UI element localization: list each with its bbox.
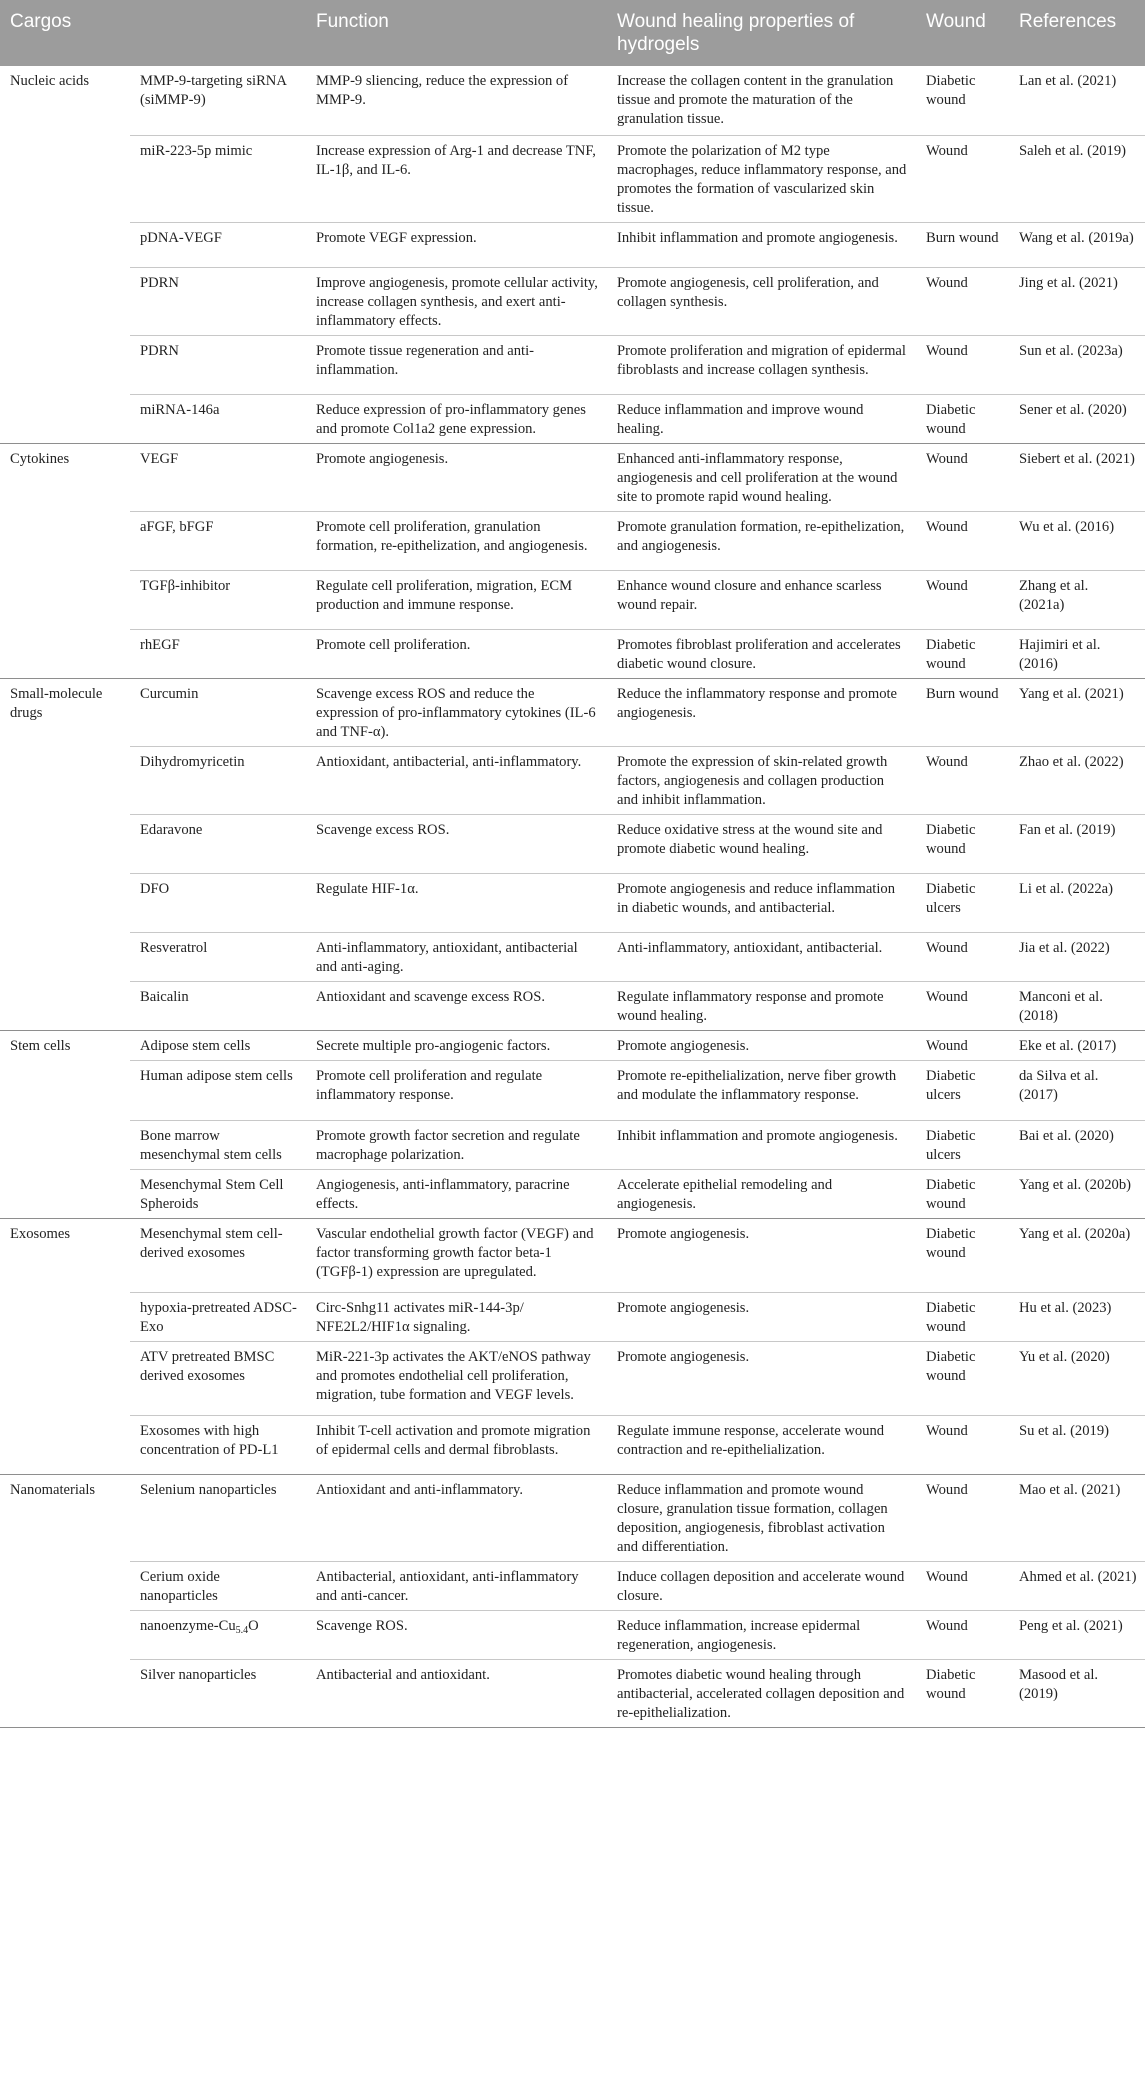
function-cell: Antibacterial, antioxidant, anti-inflammatory and anti-cancer. [306,1561,607,1610]
cargo-cell: Cerium oxide nanoparticles [130,1561,306,1610]
reference-cell: Peng et al. (2021) [1009,1610,1145,1659]
table-row [0,570,1145,629]
category-cell-empty [0,1292,130,1341]
function-cell: Antibacterial and antioxidant. [306,1659,607,1727]
cargo-cell: Human adipose stem cells [130,1060,306,1120]
table-row [0,932,1145,981]
reference-cell: Manconi et al. (2018) [1009,981,1145,1030]
properties-cell: Promote proliferation and migration of epidermal fibroblasts and increase collagen synthesis. [607,335,916,394]
function-cell: Increase expression of Arg-1 and decrease TNF, IL-1β, and IL-6. [306,135,607,222]
cargo-cell: Bone marrow mesenchymal stem cells [130,1120,306,1169]
cargo-cell: Mesenchymal stem cell-derived exosomes [130,1218,306,1292]
reference-cell: Yu et al. (2020) [1009,1341,1145,1415]
wound-cell: Wound [916,443,1009,511]
category-cell: Stem cells [0,1030,130,1060]
properties-cell: Anti-inflammatory, antioxidant, antibacterial. [607,932,916,981]
reference-cell: da Silva et al. (2017) [1009,1060,1145,1120]
table-row [0,746,1145,814]
table-row [0,629,1145,678]
cargo-cell: VEGF [130,443,306,511]
properties-cell: Promote the polarization of M2 type macrophages, reduce inflammatory response, and promotes the formation of vascularized skin tissue. [607,135,916,222]
reference-cell: Bai et al. (2020) [1009,1120,1145,1169]
category-cell-empty [0,873,130,932]
cargo-cell: Selenium nanoparticles [130,1474,306,1561]
header-function: Function [306,0,607,66]
reference-cell: Yang et al. (2020a) [1009,1218,1145,1292]
function-cell: Inhibit T-cell activation and promote migration of epidermal cells and dermal fibroblasts. [306,1415,607,1474]
table-body [0,66,1145,1727]
reference-cell: Hu et al. (2023) [1009,1292,1145,1341]
category-cell: Exosomes [0,1218,130,1292]
category-cell-empty [0,267,130,335]
category-cell-empty [0,394,130,443]
cargo-cell: miR-223-5p mimic [130,135,306,222]
reference-cell: Lan et al. (2021) [1019,73,1117,89]
function-cell: Reduce expression of pro-inflammatory genes and promote Col1a2 gene expression. [306,394,607,443]
properties-cell: Promote granulation formation, re-epithelization, and angiogenesis. [607,511,916,570]
reference-cell: Wang et al. (2019a) [1009,222,1145,267]
category-cell-empty [0,135,130,222]
table-row [0,1030,1145,1060]
cargo-cell: MMP-9-targeting siRNA (siMMP-9) [140,73,287,108]
category-cell-empty [0,1341,130,1415]
function-cell: Antioxidant and scavenge excess ROS. [306,981,607,1030]
table-row [0,443,1145,511]
function-cell: Promote angiogenesis. [306,443,607,511]
cargo-cell: PDRN [130,335,306,394]
wound-cell: Wound [916,1474,1009,1561]
table-row [0,1120,1145,1169]
properties-cell: Regulate immune response, accelerate wound contraction and re-epithelialization. [607,1415,916,1474]
properties-cell: Accelerate epithelial remodeling and angiogenesis. [607,1169,916,1218]
header-row [0,0,1145,66]
reference-cell: Yang et al. (2021) [1009,678,1145,746]
header-cargos: Cargos [0,0,130,66]
reference-cell: Fan et al. (2019) [1009,814,1145,873]
category-cell-empty [0,981,130,1030]
properties-cell: Promote the expression of skin-related growth factors, angiogenesis and collagen production and inhibit inflammation. [607,746,916,814]
properties-cell: Promote angiogenesis. [607,1341,916,1415]
reference-cell: Saleh et al. (2019) [1009,135,1145,222]
function-cell: Antioxidant, antibacterial, anti-inflammatory. [306,746,607,814]
cargo-cell [130,1610,306,1659]
properties-cell: Enhance wound closure and enhance scarless wound repair. [607,570,916,629]
reference-cell: Jing et al. (2021) [1009,267,1145,335]
wound-cell: Diabetic ulcers [916,1120,1009,1169]
header-cargo-name [130,0,306,66]
reference-cell: Wu et al. (2016) [1009,511,1145,570]
properties-cell: Reduce inflammation and improve wound healing. [607,394,916,443]
wound-cell: Diabetic wound [916,1341,1009,1415]
wound-cell: Diabetic ulcers [916,873,1009,932]
properties-cell: Reduce the inflammatory response and promote angiogenesis. [607,678,916,746]
cargo-cell: Baicalin [130,981,306,1030]
cargo-cell: pDNA-VEGF [130,222,306,267]
function-cell: Regulate cell proliferation, migration, ECM production and immune response. [306,570,607,629]
table-row [0,1169,1145,1218]
table-row [0,394,1145,443]
table-row [0,981,1145,1030]
reference-cell: Jia et al. (2022) [1009,932,1145,981]
reference-cell: Eke et al. (2017) [1009,1030,1145,1060]
function-cell: Scavenge excess ROS and reduce the expression of pro-inflammatory cytokines (IL-6 and TNF-α). [306,678,607,746]
wound-cell: Wound [916,1610,1009,1659]
function-cell: Promote tissue regeneration and anti-inflammation. [306,335,607,394]
cargo-cell: Edaravone [130,814,306,873]
wound-cell: Wound [916,1561,1009,1610]
table-row [0,1610,1145,1659]
header-references: References [1009,0,1145,66]
table-row [0,1292,1145,1341]
reference-cell: Ahmed et al. (2021) [1009,1561,1145,1610]
wound-cell: Wound [916,267,1009,335]
wound-cell: Diabetic wound [916,394,1009,443]
properties-cell: Enhanced anti-inflammatory response, angiogenesis and cell proliferation at the wound site to promote rapid wound healing. [607,443,916,511]
category-cell: Cytokines [0,443,130,511]
table-row [0,222,1145,267]
wound-cell: Wound [916,335,1009,394]
wound-cell: Burn wound [916,678,1009,746]
table-row [0,135,1145,222]
header-properties: Wound healing properties of hydrogels [607,0,916,66]
wound-cell: Diabetic wound [926,73,976,108]
properties-cell: Increase the collagen content in the granulation tissue and promote the maturation of the granulation tissue. [617,73,894,127]
function-cell: Promote cell proliferation and regulate inflammatory response. [306,1060,607,1120]
wound-cell: Diabetic wound [916,1659,1009,1727]
function-cell: Scavenge excess ROS. [306,814,607,873]
wound-cell: Wound [916,511,1009,570]
category-cell-empty [0,1415,130,1474]
category-cell-empty [0,1561,130,1610]
reference-cell: Sun et al. (2023a) [1009,335,1145,394]
properties-cell: Reduce inflammation, increase epidermal regeneration, angiogenesis. [607,1610,916,1659]
properties-cell: Promotes diabetic wound healing through antibacterial, accelerated collagen deposition and re-epithelialization. [607,1659,916,1727]
reference-cell: Masood et al. (2019) [1009,1659,1145,1727]
reference-cell: Su et al. (2019) [1009,1415,1145,1474]
table-row [0,267,1145,335]
wound-cell: Wound [916,570,1009,629]
table-row [0,814,1145,873]
reference-cell: Hajimiri et al. (2016) [1009,629,1145,678]
wound-cell: Burn wound [916,222,1009,267]
properties-cell: Reduce inflammation and promote wound closure, granulation tissue formation, collagen deposition, angiogenesis, fibroblast activation and differentiation. [607,1474,916,1561]
function-cell: Promote VEGF expression. [306,222,607,267]
cargo-cell: aFGF, bFGF [130,511,306,570]
function-cell: Secrete multiple pro-angiogenic factors. [306,1030,607,1060]
wound-cell: Diabetic wound [916,1292,1009,1341]
function-cell: Circ-Snhg11 activates miR-144-3p/ NFE2L2/HIF1α signaling. [306,1292,607,1341]
properties-cell: Promote angiogenesis. [607,1030,916,1060]
cargo-cell: Dihydromyricetin [130,746,306,814]
category-cell: Nanomaterials [0,1474,130,1561]
properties-cell: Inhibit inflammation and promote angiogenesis. [607,222,916,267]
table-row [0,1415,1145,1474]
reference-cell: Siebert et al. (2021) [1009,443,1145,511]
table-row [0,678,1145,746]
wound-cell: Wound [916,932,1009,981]
category-cell-empty [0,814,130,873]
function-cell: Promote growth factor secretion and regulate macrophage polarization. [306,1120,607,1169]
function-cell: Regulate HIF-1α. [306,873,607,932]
category-cell-empty [0,335,130,394]
wound-cell: Wound [916,1030,1009,1060]
wound-cell: Diabetic wound [916,814,1009,873]
properties-cell: Promote angiogenesis. [607,1218,916,1292]
cargo-cell: rhEGF [130,629,306,678]
function-cell: Promote cell proliferation, granulation formation, re-epithelization, and angiogenesis. [306,511,607,570]
properties-cell: Inhibit inflammation and promote angiogenesis. [607,1120,916,1169]
header-wound: Wound [916,0,1009,66]
properties-cell: Promote angiogenesis and reduce inflammation in diabetic wounds, and antibacterial. [607,873,916,932]
cargo-cell: Mesenchymal Stem Cell Spheroids [130,1169,306,1218]
cargo-cell: hypoxia-pretreated ADSC-Exo [130,1292,306,1341]
function-cell: MiR-221-3p activates the AKT/eNOS pathway and promotes endothelial cell proliferation, migration, tube formation and VEGF levels. [306,1341,607,1415]
function-cell: MMP-9 sliencing, reduce the expression of MMP-9. [316,73,569,108]
category-cell-empty [0,1060,130,1120]
wound-cell: Diabetic ulcers [916,1060,1009,1120]
function-cell: Vascular endothelial growth factor (VEGF) and factor transforming growth factor beta-1 (TGFβ-1) expression are upregulated. [306,1218,607,1292]
cargo-cell: TGFβ-inhibitor [130,570,306,629]
properties-cell: Promote angiogenesis, cell proliferation, and collagen synthesis. [607,267,916,335]
category-cell-empty [0,1659,130,1727]
function-cell: Antioxidant and anti-inflammatory. [306,1474,607,1561]
reference-cell: Mao et al. (2021) [1009,1474,1145,1561]
category-cell: Small-molecule drugs [0,678,130,746]
category-cell-empty [0,222,130,267]
category-cell-empty [0,570,130,629]
table-row [0,1218,1145,1292]
table-row [0,511,1145,570]
table-row [0,66,1145,135]
wound-cell: Wound [916,746,1009,814]
function-cell: Promote cell proliferation. [306,629,607,678]
reference-cell: Zhang et al. (2021a) [1009,570,1145,629]
cargo-name: nanoenzyme-Cu [140,1617,236,1634]
wound-cell: Wound [916,981,1009,1030]
category-cell-empty [0,746,130,814]
table-row [0,1474,1145,1561]
cargo-cell: Resveratrol [130,932,306,981]
reference-cell: Sener et al. (2020) [1009,394,1145,443]
cargo-cell: miRNA-146a [130,394,306,443]
function-cell: Improve angiogenesis, promote cellular activity, increase collagen synthesis, and exert anti-inflammatory effects. [306,267,607,335]
properties-cell: Regulate inflammatory response and promote wound healing. [607,981,916,1030]
function-cell: Angiogenesis, anti-inflammatory, paracrine effects. [306,1169,607,1218]
category-cell-empty [0,1169,130,1218]
cargo-cell: DFO [130,873,306,932]
properties-cell: Promotes fibroblast proliferation and accelerates diabetic wound closure. [607,629,916,678]
table-row [0,1341,1145,1415]
reference-cell: Yang et al. (2020b) [1009,1169,1145,1218]
properties-cell: Promote angiogenesis. [607,1292,916,1341]
category-cell-empty [0,932,130,981]
reference-cell: Zhao et al. (2022) [1009,746,1145,814]
reference-cell: Li et al. (2022a) [1009,873,1145,932]
wound-cell: Wound [916,1415,1009,1474]
cargo-name-tail: O [248,1617,259,1634]
cargo-cell: PDRN [130,267,306,335]
table-row [0,335,1145,394]
function-cell: Anti-inflammatory, antioxidant, antibacterial and anti-aging. [306,932,607,981]
cargo-subscript: 5.4 [235,1624,249,1636]
table-row [0,1561,1145,1610]
category-cell-empty [0,511,130,570]
cargo-cell: Curcumin [130,678,306,746]
table-row [0,1060,1145,1120]
category-cell-empty [0,629,130,678]
cargo-cell: Exosomes with high concentration of PD-L1 [130,1415,306,1474]
cargo-cell: ATV pretreated BMSC derived exosomes [130,1341,306,1415]
cargo-cell: Silver nanoparticles [130,1659,306,1727]
table-row [0,873,1145,932]
properties-cell: Reduce oxidative stress at the wound site and promote diabetic wound healing. [607,814,916,873]
properties-cell: Induce collagen deposition and accelerate wound closure. [607,1561,916,1610]
wound-cell: Wound [916,135,1009,222]
function-cell: Scavenge ROS. [306,1610,607,1659]
category-cell: Nucleic acids [10,73,90,89]
wound-cell: Diabetic wound [916,1218,1009,1292]
cargo-cell: Adipose stem cells [130,1030,306,1060]
wound-cell: Diabetic wound [916,629,1009,678]
category-cell-empty [0,1120,130,1169]
wound-cell: Diabetic wound [916,1169,1009,1218]
category-cell-empty [0,1610,130,1659]
properties-cell: Promote re-epithelialization, nerve fiber growth and modulate the inflammatory response. [607,1060,916,1120]
table-row [0,1659,1145,1727]
